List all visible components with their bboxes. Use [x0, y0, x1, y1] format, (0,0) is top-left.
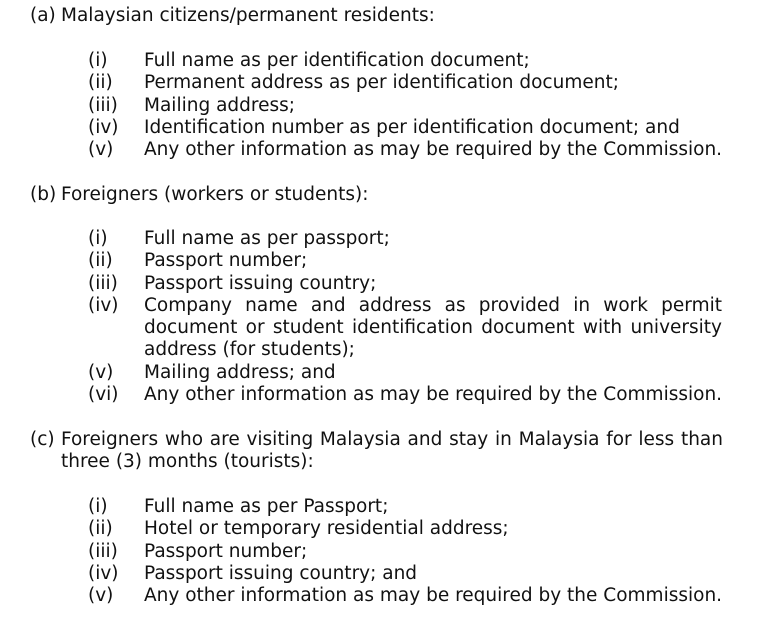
- section-a-marker: (a): [30, 5, 56, 26]
- list-item: [88, 295, 722, 362]
- item-number: (v): [88, 585, 114, 607]
- item-text: Passport number;: [144, 540, 308, 562]
- list-item: [88, 228, 722, 250]
- item-text: Full name as per passport;: [144, 228, 390, 249]
- item-text: Hotel or temporary residential address;: [144, 518, 509, 540]
- item-text: Any other information as may be required by the Commission.: [144, 585, 723, 607]
- section-c-heading-text: Foreigners who are visiting Malaysia and stay in Malaysia for less than three (3) months (tourists):: [61, 429, 723, 473]
- section-a-list: [88, 50, 722, 161]
- list-item: [88, 362, 722, 384]
- list-item: [88, 518, 722, 540]
- item-number: (iv): [88, 116, 119, 138]
- item-number: (i): [88, 228, 108, 249]
- section-b-heading-text: Foreigners (workers or students):: [61, 184, 369, 205]
- list-item: [88, 250, 722, 272]
- list-item: [88, 496, 722, 518]
- item-text: Identification number as per identification document; and: [144, 116, 680, 138]
- item-number: (iii): [88, 272, 118, 294]
- item-number: (ii): [88, 250, 113, 272]
- item-text: Mailing address; and: [144, 361, 336, 383]
- item-number: (vi): [88, 384, 119, 406]
- item-text: Company name and address as provided in work permit document or student identification document with university address (for students);: [144, 294, 722, 361]
- list-item: [88, 563, 722, 585]
- item-text: Passport issuing country;: [144, 272, 377, 294]
- section-c-marker: (c): [30, 429, 55, 450]
- item-number: (i): [88, 50, 108, 71]
- list-item: [88, 384, 722, 406]
- item-number: (ii): [88, 72, 113, 94]
- item-text: Mailing address;: [144, 94, 295, 116]
- list-item: [88, 541, 722, 563]
- item-number: (iii): [88, 94, 118, 116]
- item-number: (iv): [88, 562, 119, 584]
- section-a-heading-text: Malaysian citizens/permanent residents:: [61, 5, 435, 26]
- section-c-list: [88, 496, 722, 607]
- list-item: [88, 585, 722, 607]
- list-item: [88, 273, 722, 295]
- list-item: [88, 117, 722, 139]
- item-text: Any other information as may be required by the Commission.: [144, 384, 723, 406]
- list-item: [88, 95, 722, 117]
- item-number: (iv): [88, 294, 119, 316]
- item-number: (iii): [88, 540, 118, 562]
- section-b-list: [88, 228, 722, 406]
- item-text: Any other information as may be required by the Commission.: [144, 139, 723, 161]
- list-item: [88, 50, 722, 72]
- item-text: Full name as per Passport;: [144, 496, 389, 517]
- item-text: Full name as per identification document;: [144, 50, 530, 71]
- item-number: (v): [88, 361, 114, 383]
- item-number: (i): [88, 496, 108, 517]
- item-text: Passport number;: [144, 250, 308, 272]
- item-text: Passport issuing country; and: [144, 562, 418, 584]
- item-number: (v): [88, 139, 114, 161]
- section-b-marker: (b): [30, 184, 57, 205]
- list-item: [88, 72, 722, 94]
- item-number: (ii): [88, 518, 113, 540]
- list-item: [88, 139, 722, 161]
- item-text: Permanent address as per identification document;: [144, 72, 619, 94]
